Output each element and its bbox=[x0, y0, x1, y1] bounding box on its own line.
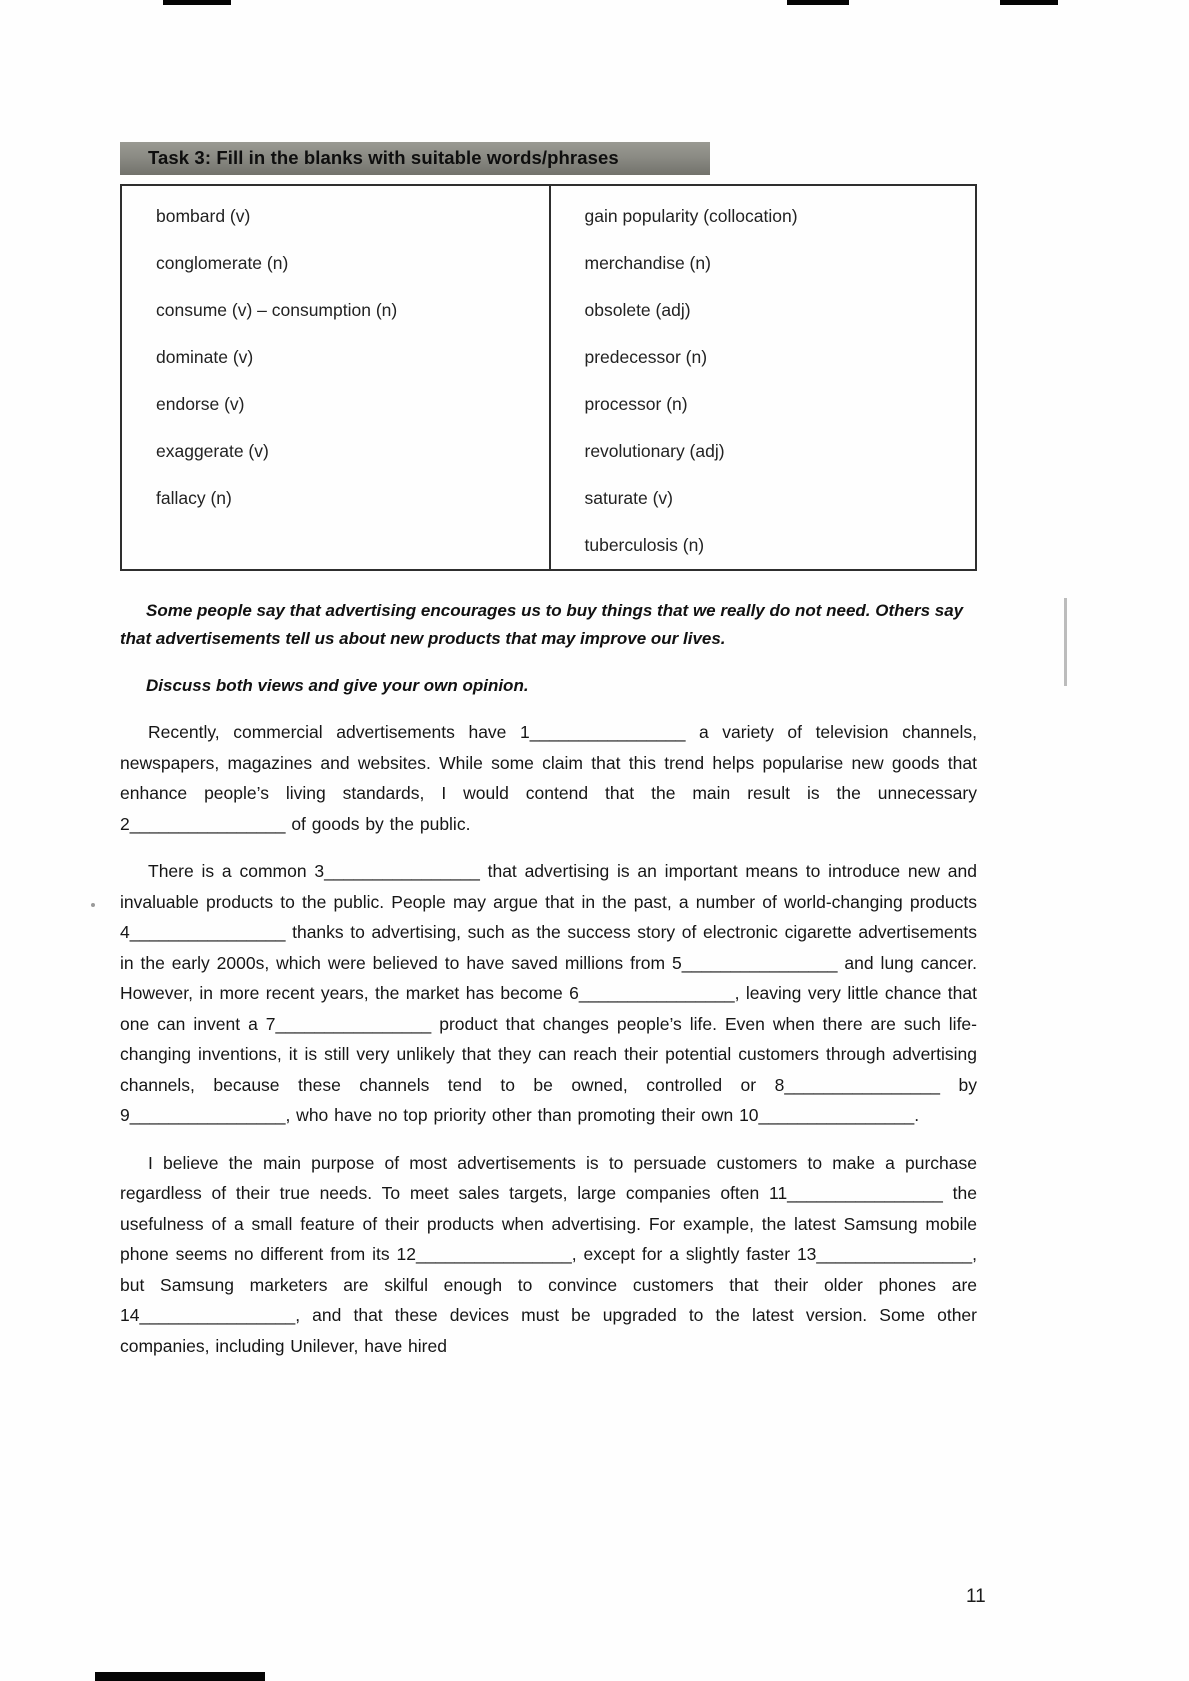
vocab-item: fallacy (n) bbox=[156, 488, 232, 508]
scan-artifact bbox=[1064, 598, 1067, 686]
vocab-item: merchandise (n) bbox=[584, 253, 711, 273]
vocabulary-column-left bbox=[122, 186, 549, 569]
vocab-item: revolutionary (adj) bbox=[584, 441, 725, 461]
essay-paragraph-3: I believe the main purpose of most advertisements is to persuade customers to make a purchase regardless of their true needs. To meet sales targets, large companies often 11________________ the usefulness of a small feature of their products when advertising. For example, the latest Samsung mobile phone seems no different from its 12________________, except for a slightly faster 13________________, but Samsung marketers are skilful enough to convince customers that their older phones are 14________________, and that these devices must be upgraded to the latest version. Some other companies, including Unilever, have hired bbox=[120, 1152, 977, 1356]
vocab-item: saturate (v) bbox=[584, 488, 673, 508]
essay-paragraph-1: Recently, commercial advertisements have 1________________ a variety of television channels, newspapers, magazines and websites. While some claim that this trend helps popularise new goods that enhance people’s living standards, I would contend that the main result is the unnecessary 2________________ of goods by the public. bbox=[120, 722, 977, 834]
page-number: 11 bbox=[966, 1586, 986, 1607]
scan-artifact bbox=[163, 0, 231, 5]
essay-prompt-statement: Some people say that advertising encourages us to buy things that we really do not need. Others say that advertisements tell us about new products that may improve our lives. bbox=[120, 601, 964, 649]
vocab-item: exaggerate (v) bbox=[156, 441, 269, 461]
vocab-item: consume (v) – consumption (n) bbox=[156, 300, 398, 320]
page-content bbox=[120, 142, 977, 1361]
vocab-item: gain popularity (collocation) bbox=[584, 206, 798, 226]
essay-paragraph-2: There is a common 3________________ that advertising is an important means to introduce new and invaluable products to the public. People may argue that in the past, a number of world-changing products 4________________ thanks to advertising, such as the success story of electronic cigarette advertisements in the early 2000s, which were believed to have saved millions from 5________________ and lung cancer. However, in more recent years, the market has become 6________________, leaving very little chance that one can invent a 7________________ product that changes people’s life. Even when there are such life-changing inventions, it is still very unlikely that they can reach their potential customers through advertising channels, because these channels tend to be owned, controlled or 8________________ by 9________________, who have no top priority other than promoting their own 10________________. bbox=[120, 861, 977, 1126]
vocab-item: dominate (v) bbox=[156, 347, 254, 367]
scan-artifact bbox=[787, 0, 849, 5]
scan-artifact bbox=[1000, 0, 1058, 5]
vocab-item: obsolete (adj) bbox=[584, 300, 691, 320]
vocab-item: processor (n) bbox=[584, 394, 688, 414]
essay-prompt-instruction: Discuss both views and give your own opinion. bbox=[146, 676, 529, 696]
vocabulary-table bbox=[120, 184, 977, 571]
vocab-item: conglomerate (n) bbox=[156, 253, 289, 273]
vocabulary-column-right bbox=[549, 186, 976, 569]
scan-artifact bbox=[91, 903, 95, 907]
vocab-item: predecessor (n) bbox=[584, 347, 708, 367]
scan-artifact bbox=[95, 1672, 265, 1681]
vocab-item: bombard (v) bbox=[156, 206, 251, 226]
task-title: Task 3: Fill in the blanks with suitable words/phrases bbox=[148, 147, 619, 168]
vocab-item: endorse (v) bbox=[156, 394, 245, 414]
vocab-item: tuberculosis (n) bbox=[584, 535, 705, 555]
task-header-bar bbox=[120, 142, 710, 175]
